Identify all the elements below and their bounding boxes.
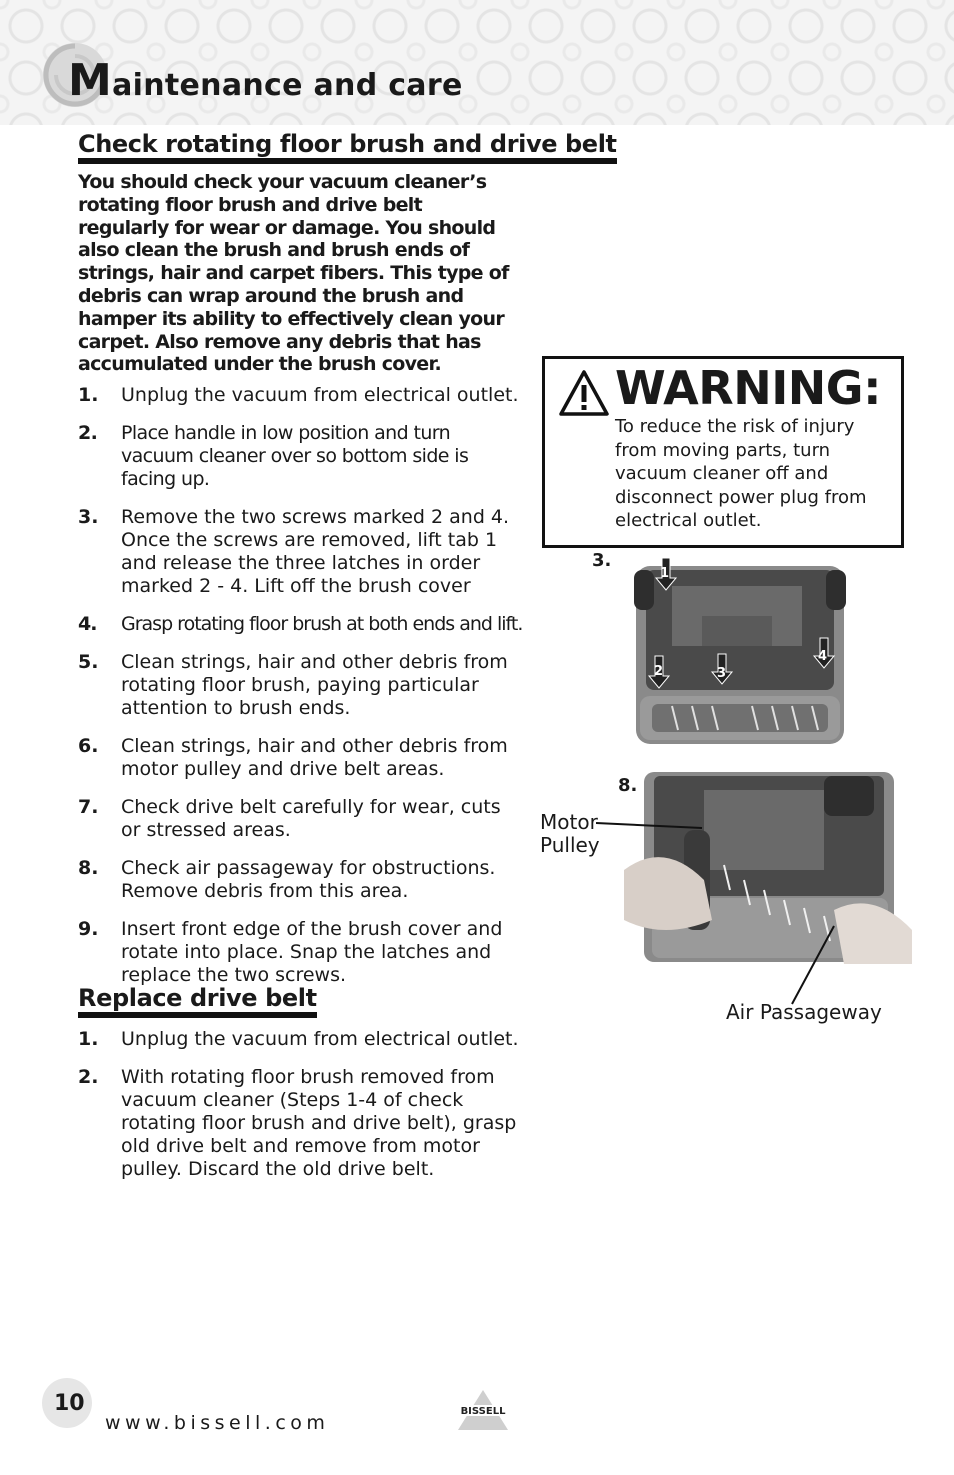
figure-3-marker-2: 2 (654, 664, 664, 679)
step-number: 7. (78, 796, 99, 818)
section-title-replace-belt: Replace drive belt (78, 984, 317, 1018)
figure-3-marker-4: 4 (818, 649, 828, 664)
step-text: Check drive belt carefully for wear, cuts or stressed areas. (121, 796, 501, 841)
warning-text: To reduce the risk of injury from moving parts, turn vacuum cleaner off and disconnect power plug from electrical outlet. (615, 416, 867, 531)
steps-list-check-brush (78, 384, 523, 987)
step-text: Check air passageway for obstructions. Remove debris from this area. (121, 857, 496, 902)
warning-box (542, 356, 904, 548)
step-text: Remove the two screws marked 2 and 4. Once the screws are removed, lift tab 1 and release the three latches in order marked 2 - 4. Lift off the brush cover (121, 506, 510, 597)
step-text: Insert front edge of the brush cover and rotate into place. Snap the latches and replace the two screws. (121, 918, 503, 986)
step-text: With rotating floor brush removed from vacuum cleaner (Steps 1-4 of check rotating floor brush and drive belt), grasp old drive belt and remove from motor pulley. Discard the old drive belt. (121, 1066, 517, 1180)
page-number: 10 (54, 1391, 85, 1416)
list-item (78, 1066, 523, 1181)
list-item (78, 735, 523, 781)
list-item (78, 506, 523, 598)
step-text: Clean strings, hair and other debris from rotating floor brush, paying particular attention to brush ends. (121, 651, 508, 719)
step-text: Clean strings, hair and other debris from motor pulley and drive belt areas. (121, 735, 508, 780)
intro-paragraph: You should check your vacuum cleaner’s rotating floor brush and drive belt regularly for wear or damage. You should also clean the brush and brush ends of strings, hair and carpet fibers. This type of debris can wrap around the brush and hamper its ability to effectively clean your carpet. Also remove any debris that has accumulated under the brush cover. (78, 171, 509, 376)
motor-callout: Motor (540, 810, 598, 834)
step-number: 3. (78, 506, 99, 528)
warning-title: WARNING: (615, 361, 881, 415)
step-number: 2. (78, 422, 98, 444)
step-number: 4. (78, 613, 97, 635)
list-item (78, 651, 523, 720)
list-item (78, 384, 523, 407)
figure-3-vacuum-underside-photo (632, 556, 848, 746)
figure-3-marker-1: 1 (660, 566, 670, 581)
air-passageway-callout: Air Passageway (726, 1000, 882, 1024)
step-number: 9. (78, 918, 99, 940)
page-title (68, 55, 463, 106)
page-title-initial: M (68, 55, 113, 106)
brand-name: BISSELL (460, 1406, 506, 1417)
figure-3-marker-3: 3 (717, 666, 727, 681)
step-text: Unplug the vacuum from electrical outlet. (121, 384, 519, 406)
list-item (78, 796, 523, 842)
step-number: 1. (78, 384, 99, 406)
step-number: 6. (78, 735, 99, 757)
bissell-logo-icon (452, 1388, 514, 1432)
list-item (78, 857, 523, 903)
list-item (78, 1028, 523, 1051)
figure-8-label: 8. (618, 775, 638, 796)
list-item (78, 918, 523, 987)
list-item (78, 613, 523, 636)
step-number: 8. (78, 857, 99, 879)
figure-8-motor-pulley-photo (624, 770, 912, 964)
list-item (78, 422, 523, 491)
section-title-check-brush: Check rotating floor brush and drive belt (78, 130, 617, 164)
step-text: Grasp rotating floor brush at both ends and lift. (121, 613, 523, 635)
steps-list-replace-belt (78, 1028, 523, 1181)
step-number: 5. (78, 651, 99, 673)
step-number: 2. (78, 1066, 99, 1088)
air-passageway-leader-line (788, 924, 838, 1006)
step-text: Place handle in low position and turn vacuum cleaner over so bottom side is facing up. (121, 422, 469, 490)
step-number: 1. (78, 1028, 99, 1050)
pulley-callout: Pulley (540, 833, 600, 857)
website-url: www.bissell.com (105, 1412, 330, 1434)
figure-3-label: 3. (592, 550, 612, 571)
page-title-rest: aintenance and care (112, 68, 463, 103)
motor-pulley-leader-line (596, 818, 706, 836)
warning-triangle-icon (559, 369, 609, 417)
step-text: Unplug the vacuum from electrical outlet. (121, 1028, 519, 1050)
